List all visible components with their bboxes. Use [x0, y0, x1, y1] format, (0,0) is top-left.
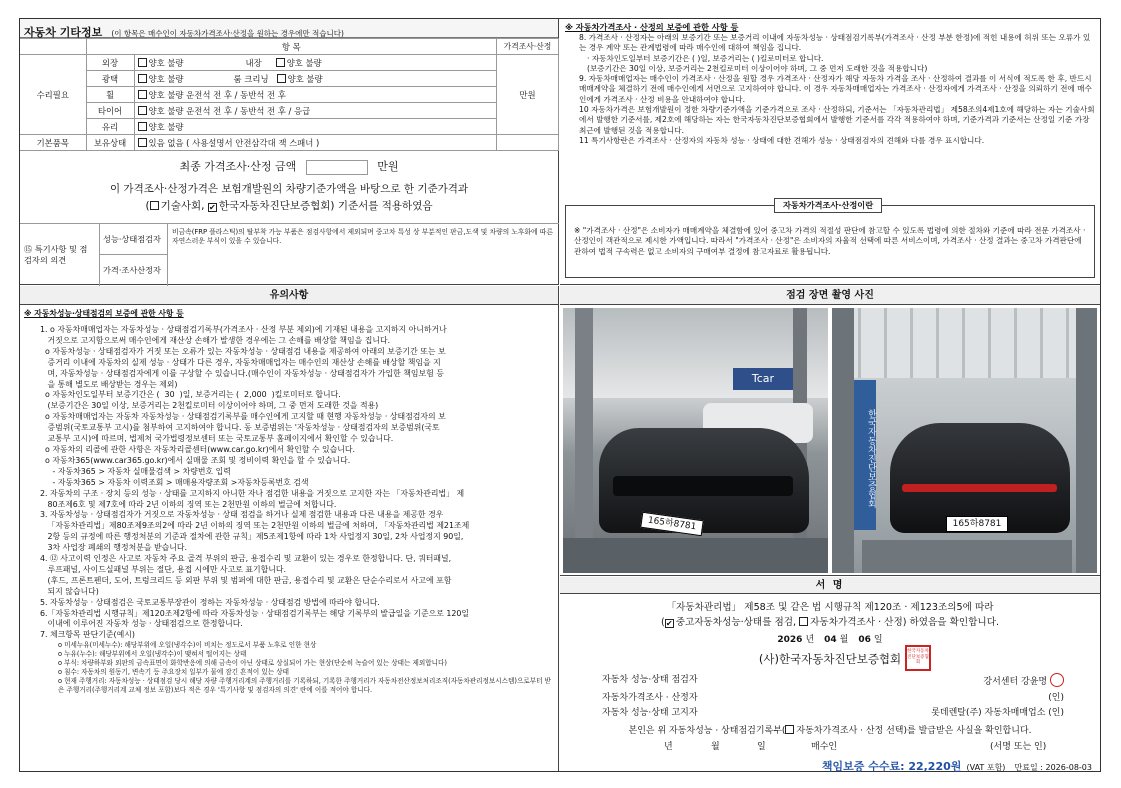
plate-1: 165하8781	[640, 512, 704, 536]
notice-title: 유의사항	[20, 286, 558, 305]
row-gloss: 양호 불량 룸 크리닝 양호 불량	[134, 71, 497, 87]
notice-line: 거짓으로 고지함으로써 매수인에게 재산상 손해가 발생한 경우에는 그 손해를 배상할 책임을 집니다.	[40, 335, 391, 345]
notice-line: - 자동차365 > 자동차 이력조회 > 매매용자량조회 >자동차등록번호 검색	[40, 477, 309, 487]
sign-row-notifier: 자동차 성능·상태 고지자 롯데렌탈(주) 자동차매매업소 (인)	[602, 708, 1064, 718]
notice-line: 3차 사업장 폐쇄의 행정처분을 받습니다.	[40, 543, 188, 553]
check-line: (✔ 중고자동차성능·상태를 점검, 자동차가격조사 · 산정) 하였음을 확인합니다.	[560, 614, 1100, 628]
definition-text: ※ "가격조사 · 산정"은 소비자가 매매계약을 체결함에 있어 중고차 가격의 적절성 판단에 참고할 수 있도록 법령에 의한 절차와 기준에 따라 전문 가격조사 · 산정인이 객관적으로 제시한 가액입니다. 따라서 "가격조사 · 산정"은 소비자의 자율적 선택에 따른 서비스이며, 가격조사 · 산정 결과는 중고차 가격판단에 관하여 법적 구속력은 없고 소비자의 구매여부 결정에 참고자료로 활용됩니다.	[574, 226, 1086, 256]
notice-line: o 자동차의 리콜에 관한 사항은 자동차리콜센터(www.car.go.kr)에서 확인할 수 있습니다.	[40, 444, 355, 454]
notice-small	[20, 641, 558, 694]
notice-section	[20, 286, 559, 771]
row-exterior: 양호 불량 내장 양호 불량	[134, 55, 497, 71]
definition-box	[565, 200, 1095, 278]
notice-line: o 자동차365(www.car365.go.kr)에서 실매물 조회 및 정비이력 확인을 할 수 있습니다.	[40, 455, 351, 465]
notice-line: 1. o 자동차매매업자는 자동차성능 · 상태점검기록부(가격조사 · 산정 부분 제외)에 기재된 내용을 고지하지 아니하거나	[40, 325, 447, 334]
standard-line2: ( 기술사회, ✔ 한국자동차진단보증협회) 기준서를 적용하였음	[20, 198, 558, 213]
col-item: 항 목	[86, 39, 497, 55]
expiry: 만료일 : 2026-08-03	[1014, 762, 1092, 772]
sign-row-price: 자동차가격조사 · 산정자 (인)	[602, 692, 1064, 703]
org-name: (사)한국자동차진단보증협회	[758, 652, 902, 666]
notice-small-line: o 부식: 차량하부와 외판의 금속표면이 화학반응에 의해 금속이 아닌 상태로 상실되어 가는 현상(단순히 녹슬어 있는 상태는 제외합니다)	[58, 659, 447, 668]
basic-label: 기본품목	[20, 135, 86, 151]
notice-line: 3. 자동차성능 · 상태점검자가 거짓으로 자동차성능 · 상태 점검을 하거나 실제 점검한 내용과 다른 내용을 제공한 경우	[40, 510, 444, 520]
law-line: 「자동차관리법」 제58조 및 같은 법 시행규칙 제120조 · 제123조의5에 따라	[666, 602, 994, 613]
col-price: 가격조사·산정	[497, 39, 559, 55]
notice-line: 80조제6호 및 제7호에 따라 2년 이하의 징역 또는 2천만원 이하의 벌금에 처합니다.	[40, 499, 337, 509]
notice-line: 2. 자동차의 구조 · 장치 등의 성능 · 상태를 고지하지 아니한 자나 점검한 내용을 거짓으로 고지한 자는 「자동차관리법」 제	[40, 488, 465, 498]
notice-line: 이내에 이루어진 자동차 성능 · 상태점검으로 한정합니다.	[40, 619, 243, 629]
unit-label: 만원	[497, 55, 559, 135]
notice-line: 증범위(국토교통부 고시)를 첨부하여 고지하여야 합니다. 동 보증범위는 '자동차성능 · 상태점검자의 보증범위(국토	[40, 423, 440, 433]
row-tire: 양호 불량 운전석 전 후 / 동반석 전 후 / 응급	[134, 103, 497, 119]
notice-line: 을 통해 별도로 배상받는 경우는 제외)	[40, 379, 178, 389]
notice-line: 증거리 이내에 자동차의 실제 성능 · 상태가 다른 경우, 자동차매매업자는 매수인의 재산상 손해를 배상할 책임을 지	[40, 357, 441, 367]
repair-label: 수리필요	[20, 55, 86, 135]
row-name: 외장	[86, 55, 134, 71]
fee-label: 책임보증 수수료: 22,220원	[821, 759, 962, 773]
notice-line: 6.「자동차관리법 시행규칙」제120조제2항에 따라 자동차성능 · 상태점검기록부는 해당 기록부의 발급일을 기준으로 120일	[40, 608, 470, 618]
basic-status: 있음 없음 ( 사용설명서 안전삼각대 잭 스패너 )	[134, 135, 497, 151]
misc-table: 항 목 가격조사·산정 수리필요 외장 양호 불량 내장 양호 불량 만원 광택 양호 불량 룸 크리닝 양호 불량 휠 양호 불량 운전석 전 후 / 동반석 전 후 타이어 양호 불량 운전석 전 후 / 동반석 전 후 / 응급 유리 양호 불량 기본품목 보유상태 있음 없음 ( 사용설명서 안전삼각대 잭 스패너 )	[20, 38, 559, 151]
misc-title: 자동차 기타정보	[24, 26, 103, 39]
notice-small-line: o 현재 주행거리: 자동차성능 · 상태점검 당시 해당 자량 주행거리계의 주행거리를 기록하되, 기록한 주행거리가 자동차전산정보처리조직(자동차관리정보시스템)으로부터 받은 주행거리(주행거리계 교체 정보 포함)보다 적은 경우 '특기사항 및 점검자의 의견' 란에 이를 적어야 합니다.	[58, 676, 551, 694]
inspection-photo-1	[563, 308, 828, 573]
misc-note: (이 항목은 매수인이 자동차가격조사·산정을 원하는 경우에만 적습니다)	[111, 29, 344, 38]
notice-line: o 자동차매매업자는 자동차 자동차성능 · 상태점검기록부를 매수인에게 고지할 때 현행 자동차성능 · 상태점검자의 보	[40, 412, 446, 422]
notice-line: 루프패널, 사이드실패널 부위는 절단, 용접 시에만 사고로 표기합니다.	[40, 564, 287, 574]
photo-title: 점검 장면 촬영 사진	[560, 286, 1100, 305]
sign-rows	[560, 673, 1100, 722]
plate-2: 165하8781	[946, 516, 1008, 532]
special-label: ⑮ 특기사항 및 점검자의 의견	[20, 224, 100, 286]
row-wheel: 양호 불량 운전석 전 후 / 동반석 전 후	[134, 87, 497, 103]
org-row	[560, 651, 1100, 667]
notice-line: 7. 체크항목 판단기준(예시)	[40, 630, 135, 640]
notice-small-line: o 미세누유(미세누수): 해당부위에 오일(냉각수)이 비치는 정도로서 부품 노후로 인한 현상	[58, 641, 317, 650]
row-glass: 양호 불량	[134, 119, 497, 135]
notice-line: 2항 등의 규정에 따른 행정처분의 기준과 절차에 관한 규칙」제5조제1항에 따라 1차 사업정지 30일, 2차 사업정지 90일,	[40, 532, 464, 542]
notice-line: 5. 자동차성능 · 상태점검은 국토교통부장관이 정하는 자동차성능 · 상태점검 방법에 따라야 합니다.	[40, 597, 380, 607]
photo-section	[560, 286, 1100, 576]
sign-row-inspector: 자동차 성능·상태 점검자 강서센터 강윤명	[602, 673, 1064, 691]
special-block: ⑮ 특기사항 및 점검자의 의견 성능·상태점검자 비금속(FRP 플라스틱)의 탈부착 가능 부품은 점검사항에서 제외되며 중고차 특성 상 부분적인 판금,도색 및 차량의 노후화에 따른 자연스러운 부식이 있을 수 있습니다. 가격·조사산정자	[20, 223, 559, 285]
misc-title-bar	[20, 19, 558, 38]
notice-line: (보증기간은 30일 이상, 보증거리는 2천킬로미터 이상이어야 하며, 그 중 먼저 도래한 것을 적용)	[40, 401, 379, 411]
tcar-sign: Tcar	[733, 368, 793, 390]
stamp-icon	[1050, 673, 1064, 687]
final-price-row: 최종 가격조사·산정 금액 만원	[179, 160, 399, 173]
notice-line: o 자동차성능 · 상태점검자가 거짓 또는 오류가 있는 자동차성능 · 상태점검 내용을 제공하여 아래의 보증기간 또는 보	[40, 346, 446, 356]
notice-line: (후드, 프론트펜더, 도어, 트렁크리드 등 외판 부위 및 범퍼에 대한 판금, 용접수리 및 교환은 단순수리로서 사고에 포함	[40, 575, 452, 585]
receipt-line: 본인은 위 자동차성능 · 상태점검기록부( 자동차가격조사 · 산정 선택)를 발급받은 사실을 확인합니다.	[628, 725, 1032, 736]
notice-line: - 자동차365 > 자동차 실매물검색 > 차량번호 입력	[40, 466, 231, 476]
sign-date: 2026 년 04 월 06 일	[777, 635, 883, 645]
notice-line: 되지 않습니다)	[40, 586, 99, 596]
notice-lines	[20, 322, 558, 641]
inspection-photo-2	[832, 308, 1097, 573]
wall-sign: 한국자동차진단보증협회	[854, 380, 876, 530]
notice-small-line: o 침수: 자동차의 원동기, 변속기 등 주요장치 일부가 물에 잠긴 흔적이 있는 상태	[58, 668, 289, 676]
misc-section	[20, 19, 559, 285]
definition-title: 자동차가격조사·산정이란	[774, 198, 882, 213]
sign-title: 서 명	[560, 577, 1100, 594]
notice-sub: ※ 자동차성능·상태점검의 보증에 관한 사항 등	[24, 309, 184, 318]
notice-line: o 자동차인도일부터 보증기간은 ( 30 )일, 보증거리는 ( 2,000 )킬로미터로 합니다.	[40, 390, 341, 400]
buyer-row: 년 월 일 매수인 (서명 또는 인)	[664, 741, 1047, 752]
fee-row: 책임보증 수수료: 22,220원 (VAT 포함) 만료일 : 2026-08-03	[821, 759, 1092, 773]
notice-line: 교통부 고시)에 따르며, 법제처 국가법령정보센터 또는 국토교통부 홈페이지에서 확인할 수 있습니다.	[40, 434, 394, 444]
inspector-text: 비금속(FRP 플라스틱)의 탈부착 가능 부품은 점검사항에서 제외되며 중고차 특성 상 부분적인 판금,도색 및 차량의 노후화에 따른 자연스러운 부식이 있을 수 있습니다.	[172, 228, 553, 245]
notice-line: 며, 자동차성능 · 상태점검자에게 이를 구상할 수 있습니다.(매수인이 자동차성능 · 상태점검자가 가입한 책임보험 등	[40, 368, 444, 378]
sign-section	[560, 577, 1100, 771]
notice-line: 4. ⑫ 사고이력 인정은 사고로 자동차 주요 골격 부위의 판금, 용접수리 및 교환이 있는 경우로 한정합니다. 단, 쿼터패널,	[40, 554, 452, 564]
guarantee-title: ※ 자동차가격조사 · 산정의 보증에 관한 사항 등	[565, 22, 739, 32]
notice-small-line: o 누유(누수): 해당부위에서 오일(냉각수)이 맺혀서 떨어지는 상태	[58, 650, 247, 659]
notice-line: 「자동차관리법」제80조제9조의2에 따라 2년 이하의 징역 또는 2천만원 이하의 벌금에 처하며, 「자동차관리법 제21조제	[40, 521, 470, 531]
guarantee-section	[560, 19, 1100, 285]
org-seal-icon: 한국자동차진단보증협회	[905, 645, 931, 671]
guarantee-items: 8. 가격조사 · 산정자는 아래의 보증기간 또는 보증거리 이내에 자동차성능 · 상태점검기록부(가격조사 · 산정 부분 한정)에 적힌 내용에 허위 또는 오류가 있는 경우 계약 또는 관계법령에 따라 매수인에 대하여 책임을 집니다. · 자동차인도일부터 보증기간은 ( )일, 보증거리는 ( )킬로미터로 합니다. (보증기간은 30일 이상, 보증거리는 2천킬로미터 이상이어야 하며, 그 중 먼저 도래한 것을 적용합니다) 9. 자동차매매업자는 매수인이 가격조사 · 산정을 원할 경우 가격조사 · 산정자가 해당 자동차 가격을 조사 · 산정하여 결과를 이 서식에 적도록 한 후, 반드시 매매계약을 체결하기 전에 매수인에게 서면으로 고지하여야 합니다. 이 경우 자동차매매업자는 가격조사 · 산정자에게 가격조사 · 산정을 의뢰하기 전에 매수인에게 가격조사 · 산정 비용을 안내하여야 합니다. 10 자동차가격은 보험개발원이 정한 차량기준가액을 기준가격으로 조사 · 산정하되, 기준서는 「자동차관리법」 제58조의4제1호에 해당하는 자는 기술사회에서 발행한 기준서를, 제2호에 해당하는 자는 한국자동차진단보증협회에서 발행한 기준서를 각각 적용하여야 하며, 기준가격과 기준서는 산정일 기준 가장 최근에 발행된 것을 적용합니다. 11 특기사항란은 가격조사 · 산정자의 자동차 성능 · 상태에 대한 견해가 성능 · 상태점검자의 견해와 다를 경우 표시합니다.	[579, 33, 1095, 145]
standard-line1: 이 가격조사·산정가격은 보험개발원의 차량기준가액을 바탕으로 한 기준가격과	[109, 182, 469, 195]
